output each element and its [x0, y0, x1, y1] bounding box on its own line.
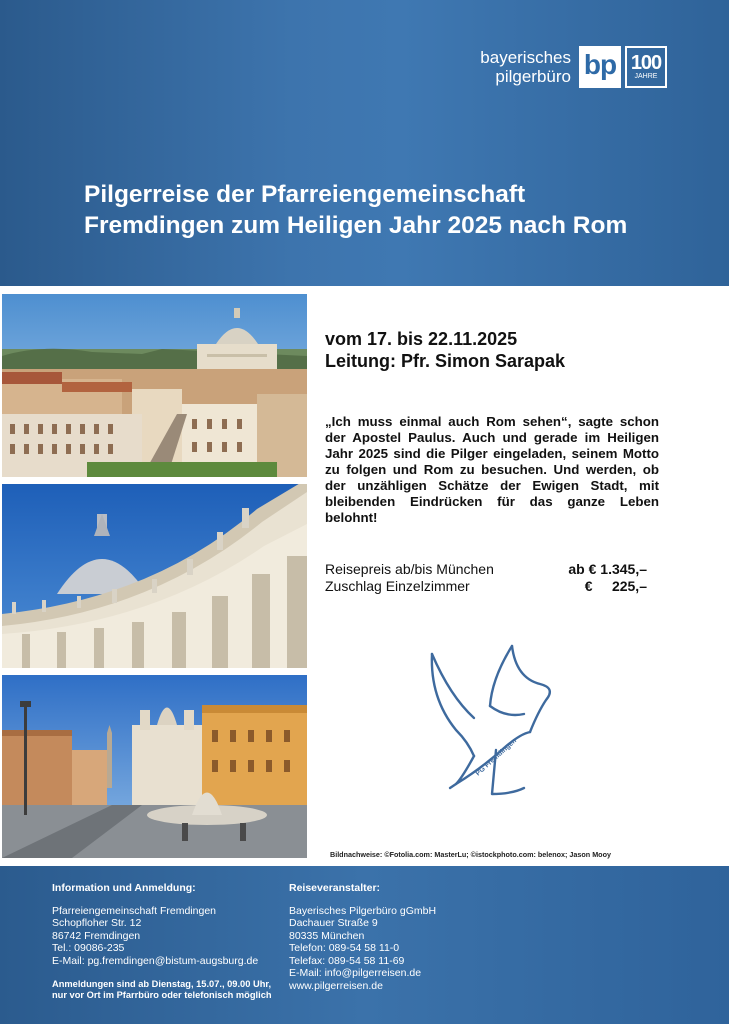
- logo-wordmark: [480, 48, 571, 86]
- organizer-email[interactable]: E-Mail: info@pilgerreisen.de: [289, 967, 422, 979]
- trip-dates: vom 17. bis 22.11.2025: [325, 329, 518, 349]
- contact-line: Tel.: 09086-235: [52, 942, 125, 954]
- logo-bp-mark: bp: [579, 46, 621, 88]
- registration-note: Anmeldungen sind ab Dienstag, 15.07., 09.00 Uhr, nur vor Ort im Pfarrbüro oder telefonisch möglich: [52, 979, 272, 1000]
- price-value: ab € 1.345,–: [568, 561, 647, 577]
- footer-banner: [0, 866, 729, 1024]
- image-credits: Bildnachweise: ©Fotolia.com: MasterLu; ©istockphoto.com: belenox; Jason Mooy: [330, 850, 611, 859]
- dove-icon: [420, 638, 560, 803]
- organizer-line: Dachauer Straße 9: [289, 917, 378, 929]
- photo-piazza-navona: [2, 675, 307, 858]
- logo-line-1: bayerisches: [480, 48, 571, 67]
- organizer-line: 80335 München: [289, 929, 365, 942]
- organizer-heading: Reiseveranstalter:: [289, 882, 381, 894]
- organizer-line: Telefax: 089-54 58 11-69: [289, 954, 405, 967]
- logo-line-2: pilgerbüro: [495, 67, 571, 86]
- organizer-line: Bayerisches Pilgerbüro gGmbH: [289, 904, 437, 917]
- contact-info-column: [52, 882, 287, 1001]
- price-value: € 225,–: [584, 578, 647, 594]
- contact-line: Schopfloher Str. 12: [52, 917, 142, 929]
- photo-st-peters-rooftops: [2, 294, 307, 477]
- intro-paragraph: „Ich muss einmal auch Rom sehen“, sagte schon der Apostel Paulus. Auch und gerade im Heiligen Jahr 2025 sind die Pilger eingeladen, seinem Motto zu folgen und Rom zu besuchen. Und werden, ob der unzähligen Schätze der Ewigen Stadt, mit bleibenden Eindrücken für das ganze Leben belohnt!: [325, 414, 659, 525]
- anniversary-word: JAHRE: [634, 73, 658, 80]
- anniversary-number: 100: [630, 52, 662, 74]
- trip-leader: Leitung: Pfr. Simon Sarapak: [325, 351, 566, 371]
- photo-st-peters-colonnade: [2, 484, 307, 668]
- organizer-column: [289, 882, 436, 992]
- contact-heading: Information und Anmeldung:: [52, 882, 196, 894]
- anniversary-badge: [625, 46, 667, 88]
- organizer-website-link[interactable]: www.pilgerreisen.de: [289, 979, 383, 992]
- trip-info: [325, 328, 565, 372]
- price-label: Zuschlag Einzelzimmer: [325, 578, 470, 594]
- bayerisches-pilgerbuero-logo: [480, 46, 667, 88]
- dove-caption: PG Fremdingen: [474, 737, 519, 778]
- page-title: Pilgerreise der Pfarreiengemeinschaft Fremdingen zum Heiligen Jahr 2025 nach Rom: [84, 181, 628, 239]
- contact-line: Pfarreiengemeinschaft Fremdingen: [52, 904, 217, 917]
- header-banner: [0, 0, 729, 286]
- organizer-line: Telefon: 089-54 58 11-0: [289, 942, 400, 954]
- price-label: Reisepreis ab/bis München: [325, 561, 494, 577]
- contact-line: 86742 Fremdingen: [52, 929, 141, 942]
- contact-email[interactable]: E-Mail: pg.fremdingen@bistum-augsburg.de: [52, 954, 259, 967]
